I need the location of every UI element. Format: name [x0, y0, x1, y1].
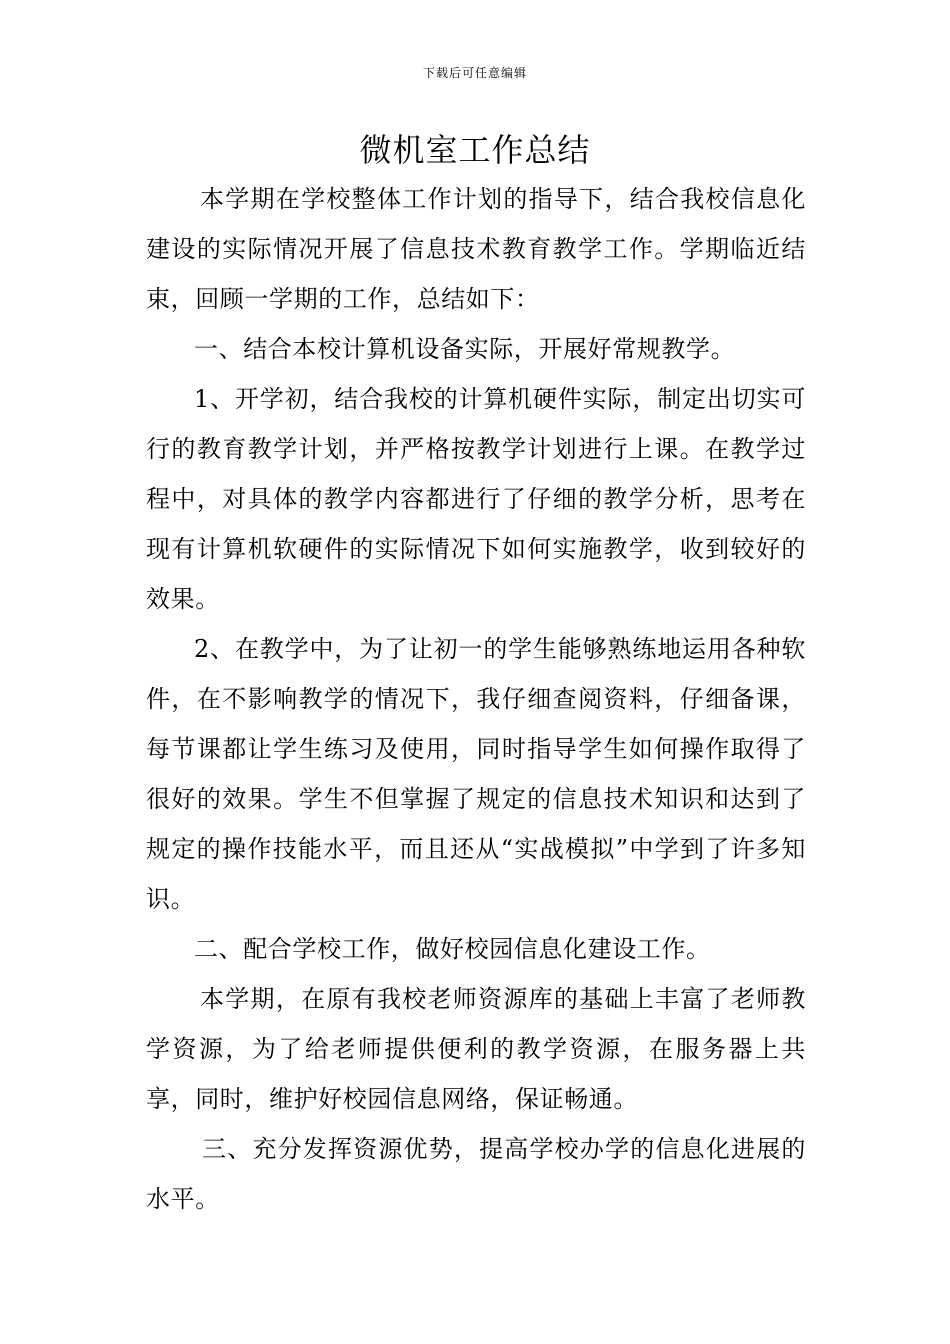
paragraph-section-2: 本学期，在原有我校老师资源库的基础上丰富了老师教学资源，为了给老师提供便利的教学资源，在服务器上共享，同时，维护好校园信息网络，保证畅通。 [146, 985, 806, 1113]
section-heading-1: 一、结合本校计算机设备实际，开展好常规教学。 [194, 335, 736, 363]
document-body [146, 174, 806, 1224]
section-heading-2: 二、配合学校工作，做好校园信息化建设工作。 [194, 935, 711, 963]
page-header-note: 下载后可任意编辑 [422, 66, 527, 80]
section-heading-3: 三、充分发挥资源优势，提高学校办学的信息化进展的水平。 [146, 1135, 806, 1213]
document-title: 微机室工作总结 [359, 131, 591, 169]
paragraph-intro: 本学期在学校整体工作计划的指导下，结合我校信息化建设的实际情况开展了信息技术教育教学工作。学期临近结束，回顾一学期的工作，总结如下： [146, 185, 806, 313]
paragraph-item-2: 2、在教学中，为了让初一的学生能够熟练地运用各种软件，在不影响教学的情况下，我仔细查阅资料，仔细备课，每节课都让学生练习及使用，同时指导学生如何操作取得了很好的效果。学生不但掌握了规定的信息技术知识和达到了规定的操作技能水平，而且还从“实战模拟”中学到了许多知识。 [146, 635, 806, 913]
paragraph-item-1: 1、开学初，结合我校的计算机硬件实际，制定出切实可行的教育教学计划，并严格按教学计划进行上课。在教学过程中，对具体的教学内容都进行了仔细的教学分析，思考在现有计算机软硬件的实际情况下如何实施教学，收到较好的效果。 [146, 385, 806, 613]
